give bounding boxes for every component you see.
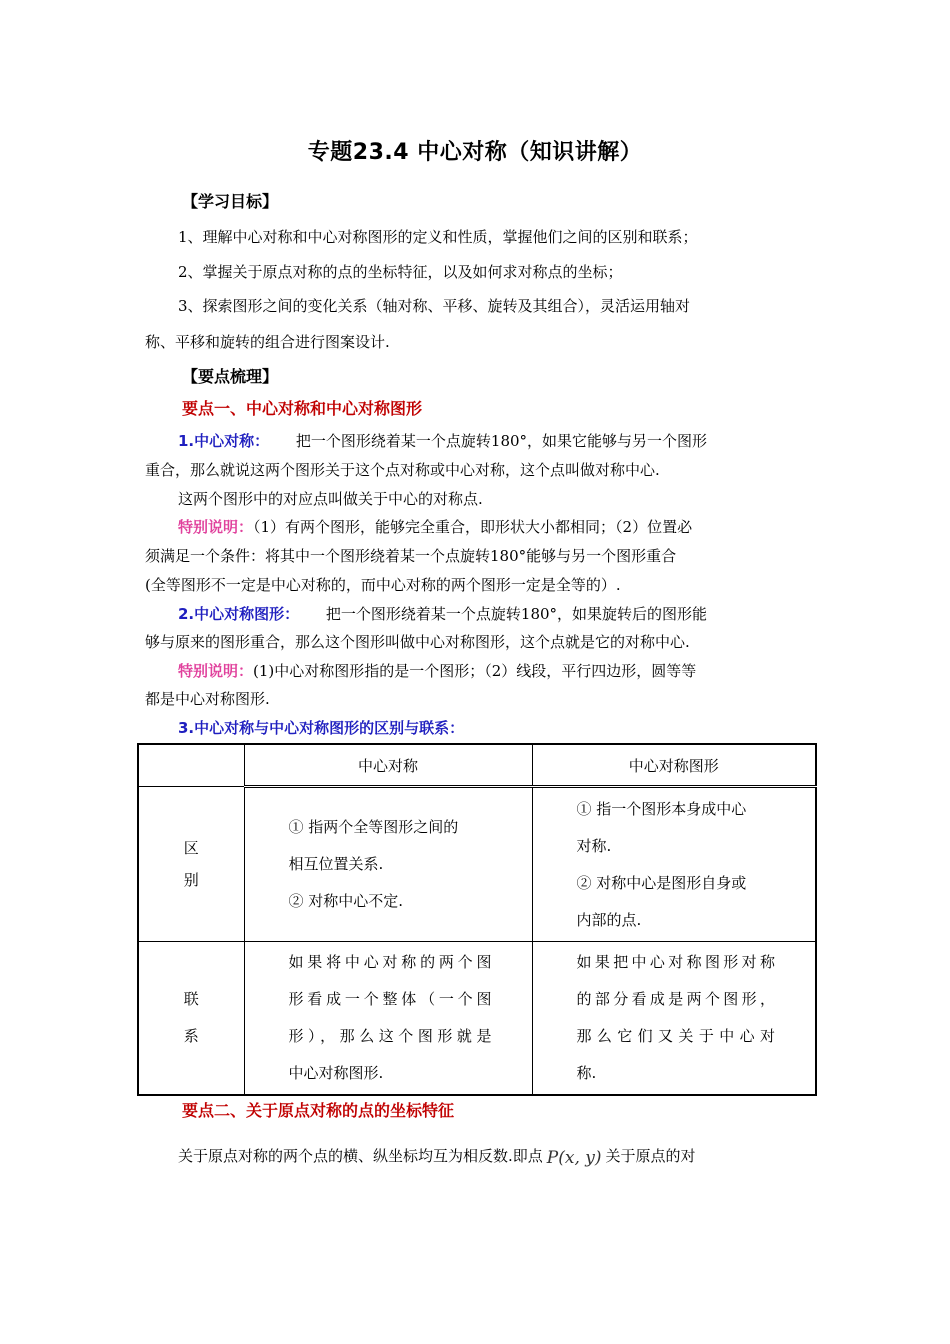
- note2-line2: 都是中心对称图形.: [145, 690, 270, 708]
- section2-line1: [178, 1146, 818, 1168]
- def1-text-1: 把一个图形绕着某一个点旋转180°，如果它能够与另一个图形: [295, 432, 708, 450]
- cell-line: 相互位置关系.: [288, 855, 384, 873]
- cell-line: 对称.: [576, 836, 612, 855]
- section1-title: 要点一、中心对称和中心对称图形: [182, 399, 423, 418]
- def1-line1: [178, 431, 818, 451]
- cell-line: 形），那么这个图形就是: [288, 1026, 492, 1045]
- connection-cell-center-symmetric-figure: [532, 942, 816, 1095]
- note2-label: 特别说明：: [178, 662, 254, 680]
- note1-line2: 须满足一个条件：将其中一个图形绕着某一个点旋转180°能够与另一个图形重合: [145, 547, 677, 565]
- def2-label: 2.中心对称图形：: [178, 605, 300, 623]
- section2-title: 要点二、关于原点对称的点的坐标特征: [182, 1101, 455, 1120]
- table-row-connection: [138, 942, 816, 1095]
- note1-label: 特别说明：: [178, 518, 254, 536]
- cell-line: ① 指一个图形本身成中心: [576, 799, 747, 818]
- table-row-difference: [138, 787, 816, 942]
- cell-line: ② 对称中心是图形自身或: [576, 873, 747, 892]
- objective-item-2: 2、掌握关于原点对称的点的坐标特征，以及如何求对称点的坐标；: [178, 263, 623, 281]
- def1-line3: 这两个图形中的对应点叫做关于中心的对称点.: [178, 490, 483, 508]
- row-label-difference: [138, 787, 244, 942]
- cell-line: 称.: [576, 1063, 597, 1082]
- cell-line: 中心对称图形.: [288, 1063, 384, 1082]
- cell-line: 内部的点.: [576, 910, 642, 929]
- point-p-formula: P(x, y): [546, 1148, 602, 1168]
- page-title: 专题23.4 中心对称（知识讲解）: [307, 140, 643, 165]
- table-header-center-symmetric-figure: 中心对称图形: [532, 744, 816, 787]
- table-header-row: [138, 744, 816, 787]
- def1-line2: 重合，那么就说这两个图形关于这个点对称或中心对称，这个点叫做对称中心.: [145, 461, 660, 479]
- table-header-center-symmetry: 中心对称: [244, 744, 532, 787]
- cell-line: 的部分看成是两个图形，: [576, 989, 775, 1008]
- connection-cell-center-symmetry: [244, 942, 532, 1095]
- table-corner-cell: [138, 744, 244, 787]
- note1-line1: [178, 517, 818, 537]
- row-label-connection: [138, 942, 244, 1095]
- cell-line: ② 对称中心不定.: [288, 892, 404, 910]
- difference-cell-center-symmetry: [244, 787, 532, 942]
- cell-line: ① 指两个全等图形之间的: [288, 818, 459, 836]
- row-label-char: 联: [183, 989, 199, 1008]
- cell-line: 那么它们又关于中心对: [576, 1026, 775, 1045]
- objectives-heading: 【学习目标】: [182, 192, 279, 211]
- note1-text-1: （1）有两个图形，能够完全重合，即形状大小都相同；（2）位置必: [253, 518, 693, 536]
- def1-label: 1.中心对称：: [178, 432, 270, 450]
- objective-item-1: 1、理解中心对称和中心对称图形的定义和性质，掌握他们之间的区别和联系；: [178, 228, 698, 246]
- def3-label: 3.中心对称与中心对称图形的区别与联系：: [178, 719, 465, 737]
- objective-item-3-cont: 称、平移和旋转的组合进行图案设计.: [145, 333, 390, 351]
- row-label-char: 别: [183, 871, 199, 889]
- row-label-char: 区: [183, 839, 199, 857]
- comparison-table: [137, 743, 817, 1096]
- def2-text-1: 把一个图形绕着某一个点旋转180°，如果旋转后的图形能: [325, 605, 708, 623]
- keypoints-heading: 【要点梳理】: [182, 367, 279, 386]
- note1-line3: (全等图形不一定是中心对称的，而中心对称的两个图形一定是全等的）.: [145, 576, 621, 594]
- note2-line1: [178, 661, 818, 681]
- note2-text-1: (1)中心对称图形指的是一个图形；（2）线段，平行四边形，圆等等: [253, 662, 697, 680]
- difference-cell-center-symmetric-figure: [532, 787, 816, 942]
- cell-line: 形看成一个整体（一个图: [288, 989, 492, 1008]
- cell-line: 如果把中心对称图形对称: [576, 952, 775, 971]
- section2-text-a: 关于原点对称的两个点的横、纵坐标均互为相反数.即点: [178, 1147, 543, 1165]
- def2-line1: [178, 604, 818, 624]
- objective-item-3: 3、探索图形之间的变化关系（轴对称、平移、旋转及其组合），灵活运用轴对: [178, 297, 691, 315]
- def2-line2: 够与原来的图形重合，那么这个图形叫做中心对称图形，这个点就是它的对称中心.: [145, 633, 690, 651]
- section2-text-b: 关于原点的对: [605, 1147, 696, 1165]
- cell-line: 如果将中心对称的两个图: [288, 952, 492, 971]
- row-label-char: 系: [183, 1026, 199, 1045]
